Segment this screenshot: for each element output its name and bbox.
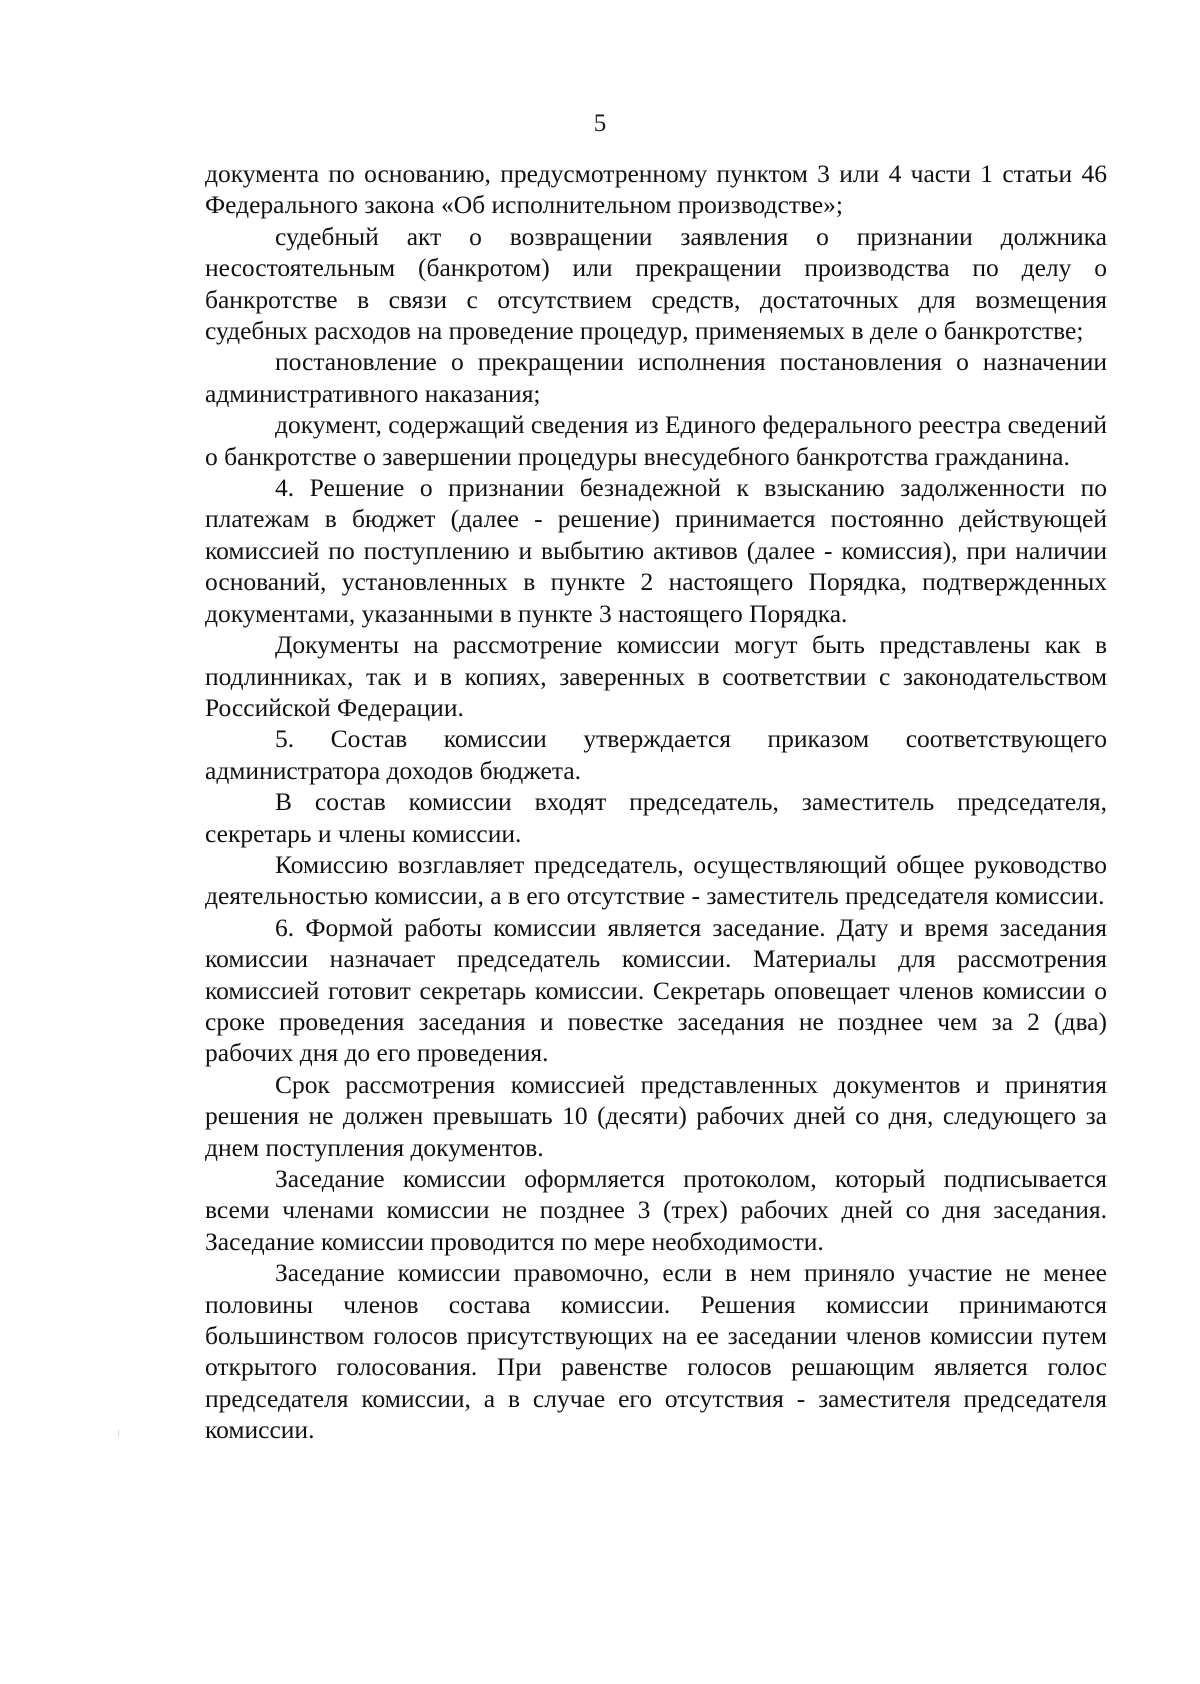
paragraph-quorum: Заседание комиссии правомочно, если в нем приняло участие не менее половины членов состава комиссии. Решения комиссии принимаются большинством голосов присутствующих на ее заседании членов комиссии путем открытого голосования. При равенстве голосов решающим является голос председателя комиссии, а в случае его отсутствия - заместителя председателя комиссии.	[205, 1258, 1107, 1445]
paragraph-section-5: 5. Состав комиссии утверждается приказом соответствующего администратора доходов бюджета.	[205, 724, 1107, 785]
paragraph-section-6: 6. Формой работы комиссии является заседание. Дату и время заседания комиссии назначает председатель комиссии. Материалы для рассмотрения комиссией готовит секретарь комиссии. Секретарь оповещает членов комиссии о сроке проведения заседания и повестке заседания не позднее чем за 2 (два) рабочих дня до его проведения.	[205, 912, 1107, 1068]
paragraph-documents: Документы на рассмотрение комиссии могут быть представлены как в подлинниках, так и в копиях, заверенных в соответствии с законодательством Российской Федерации.	[205, 630, 1107, 722]
document-body	[205, 158, 1107, 1446]
page-number: 5	[593, 110, 607, 137]
paragraph-section-4: 4. Решение о признании безнадежной к взысканию задолженности по платежам в бюджет (далее - решение) принимается постоянно действующей комиссией по поступлению и выбытию активов (далее - комиссия), при наличии оснований, установленных в пункте 2 настоящего Порядка, подтвержденных документами, указанными в пункте 3 настоящего Порядка.	[205, 473, 1107, 628]
scan-artifact	[118, 1430, 119, 1436]
paragraph-protocol: Заседание комиссии оформляется протоколом, который подписывается всеми членами комиссии не позднее 3 (трех) рабочих дней со дня заседания. Заседание комиссии проводится по мере необходимости.	[205, 1164, 1107, 1256]
paragraph-registry-document: документ, содержащий сведения из Единого федерального реестра сведений о банкротстве о завершении процедуры внесудебного банкротства гражданина.	[205, 410, 1107, 471]
paragraph-commission-members: В состав комиссии входят председатель, заместитель председателя, секретарь и члены комиссии.	[205, 787, 1107, 848]
paragraph-review-term: Срок рассмотрения комиссией представленных документов и принятия решения не должен превышать 10 (десяти) рабочих дней со дня, следующего за днем поступления документов.	[205, 1069, 1107, 1162]
paragraph-court-act: судебный акт о возвращении заявления о признании должника несостоятельным (банкротом) или прекращении производства по делу о банкротстве в связи с отсутствием средств, достаточных для возмещения судебных расходов на проведение процедур, применяемых в деле о банкротстве;	[205, 221, 1107, 346]
paragraph-continuation: документа по основанию, предусмотренному пунктом 3 или 4 части 1 статьи 46 Федерального закона «Об исполнительном производстве»;	[205, 159, 1107, 220]
paragraph-chairman: Комиссию возглавляет председатель, осуществляющий общее руководство деятельностью комиссии, а в его отсутствие - заместитель председателя комиссии.	[205, 849, 1107, 911]
paragraph-resolution: постановление о прекращении исполнения постановления о назначении административного наказания;	[205, 347, 1107, 408]
